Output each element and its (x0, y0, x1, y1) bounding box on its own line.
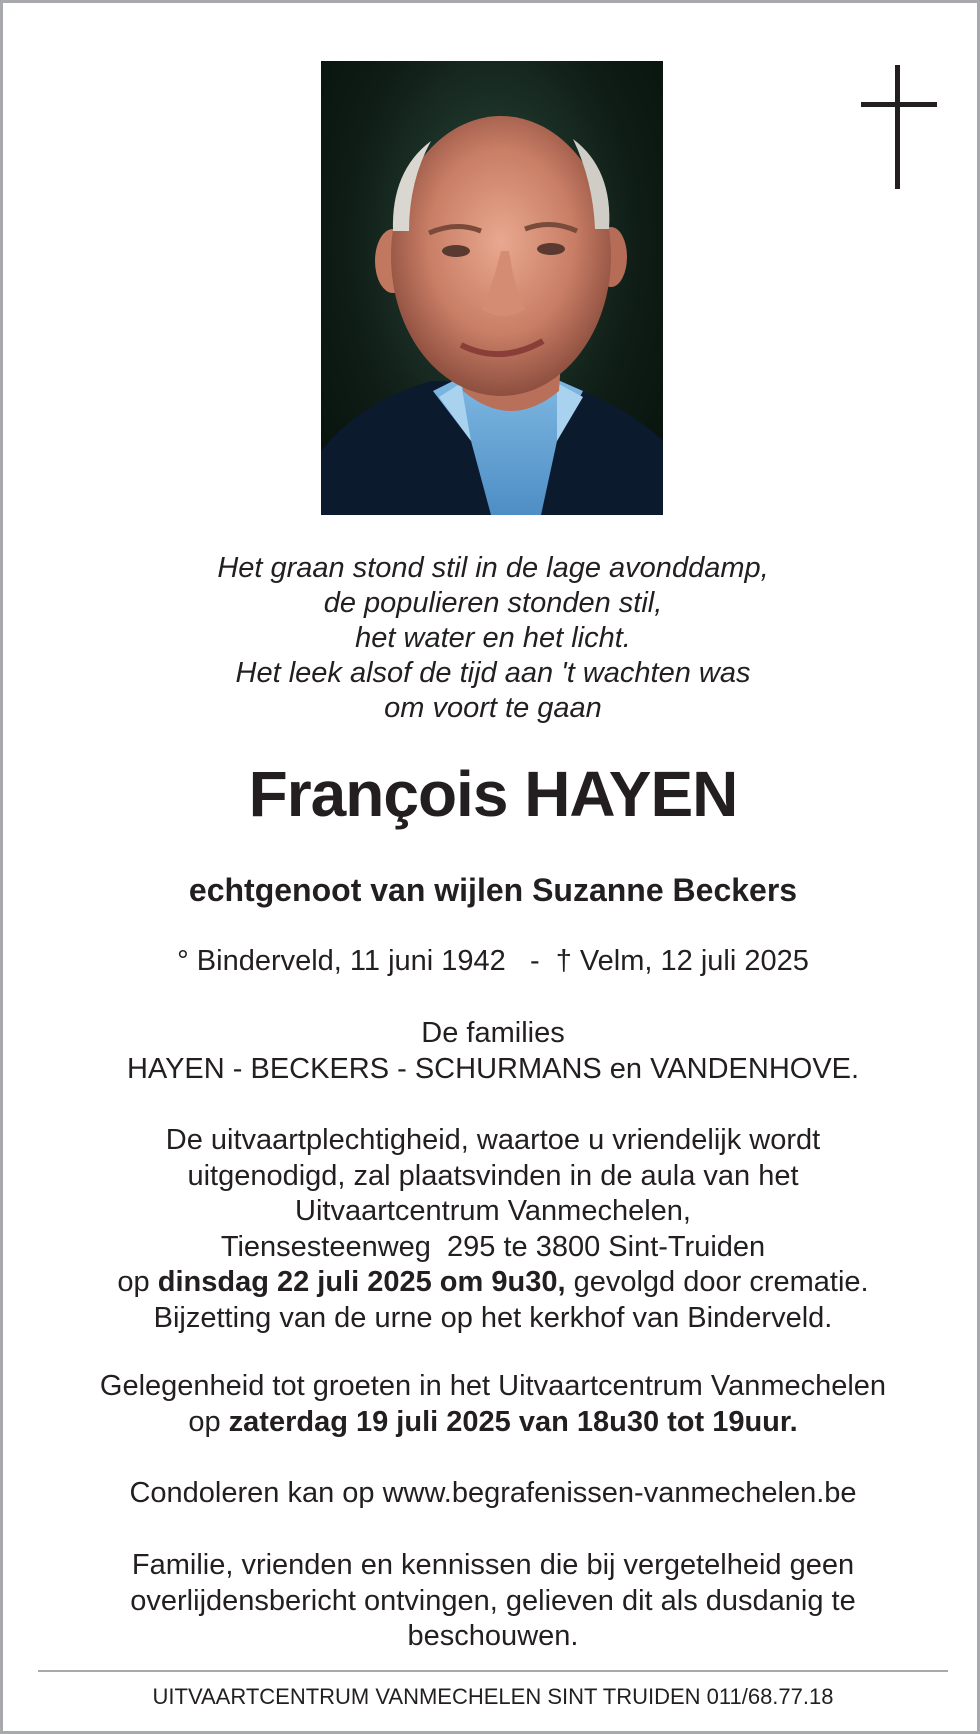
footer-divider (38, 1670, 948, 1672)
dates-line: ° Binderveld, 11 juni 1942 - † Velm, 12 juli 2025 (177, 945, 809, 977)
ceremony-line: Tiensesteenweg 295 te 3800 Sint-Truiden (220, 1230, 766, 1263)
visitation-section (3, 1369, 980, 1440)
ceremony-line: Bijzetting van de urne op het kerkhof van Binderveld. (153, 1301, 833, 1334)
poem-line: het water en het licht. (355, 622, 631, 654)
poem-line: om voort te gaan (384, 692, 602, 724)
families-intro: De families (421, 1017, 565, 1049)
spouse-line: echtgenoot van wijlen Suzanne Beckers (188, 872, 798, 908)
families-names: HAYEN - BECKERS - SCHURMANS en VANDENHOVE. (126, 1052, 860, 1085)
poem-line: de populieren stonden stil, (323, 587, 663, 619)
portrait-photo (321, 61, 663, 515)
funeral-home-footer: UITVAARTCENTRUM VANMECHELEN SINT TRUIDEN 011/68.77.18 (152, 1684, 834, 1709)
ceremony-section (3, 1123, 980, 1336)
notice-line: overlijdensbericht ontvingen, gelieven dit als dusdanig te (130, 1584, 856, 1617)
memorial-poem (3, 551, 980, 726)
poem-line: Het graan stond stil in de lage avonddamp, (217, 552, 769, 584)
visitation-line: Gelegenheid tot groeten in het Uitvaartcentrum Vanmechelen (99, 1370, 887, 1402)
notice-line: Familie, vrienden en kennissen die bij vergetelheid geen (131, 1549, 855, 1581)
ceremony-date-line (3, 1265, 980, 1301)
visitation-date: zaterdag 19 juli 2025 van 18u30 tot 19uur. (228, 1405, 798, 1438)
visitation-date-line (3, 1405, 980, 1441)
notice-line: beschouwen. (407, 1620, 579, 1652)
ceremony-line: uitgenodigd, zal plaatsvinden in de aula van het (187, 1159, 799, 1192)
condolence-section (3, 1476, 980, 1512)
families-section (3, 1016, 980, 1087)
poem-line: Het leek alsof de tijd aan 't wachten was (235, 657, 751, 689)
ceremony-date-prefix: op (117, 1266, 158, 1298)
ceremony-date-suffix: gevolgd door crematie. (565, 1266, 869, 1298)
portrait-illustration (321, 61, 663, 515)
ceremony-line: Uitvaartcentrum Vanmechelen, (295, 1195, 691, 1227)
visitation-date-prefix: op (188, 1405, 229, 1438)
birth-death-dates (3, 944, 980, 980)
cross-icon (861, 65, 937, 189)
condolence-text: Condoleren kan op www.begrafenissen-vanmechelen.be (129, 1477, 857, 1509)
ceremony-date: dinsdag 22 juli 2025 om 9u30, (157, 1266, 566, 1298)
ceremony-line: De uitvaartplechtigheid, waartoe u vriendelijk wordt (165, 1124, 821, 1156)
deceased-name: François HAYEN (248, 758, 738, 830)
notice-section (3, 1548, 980, 1655)
